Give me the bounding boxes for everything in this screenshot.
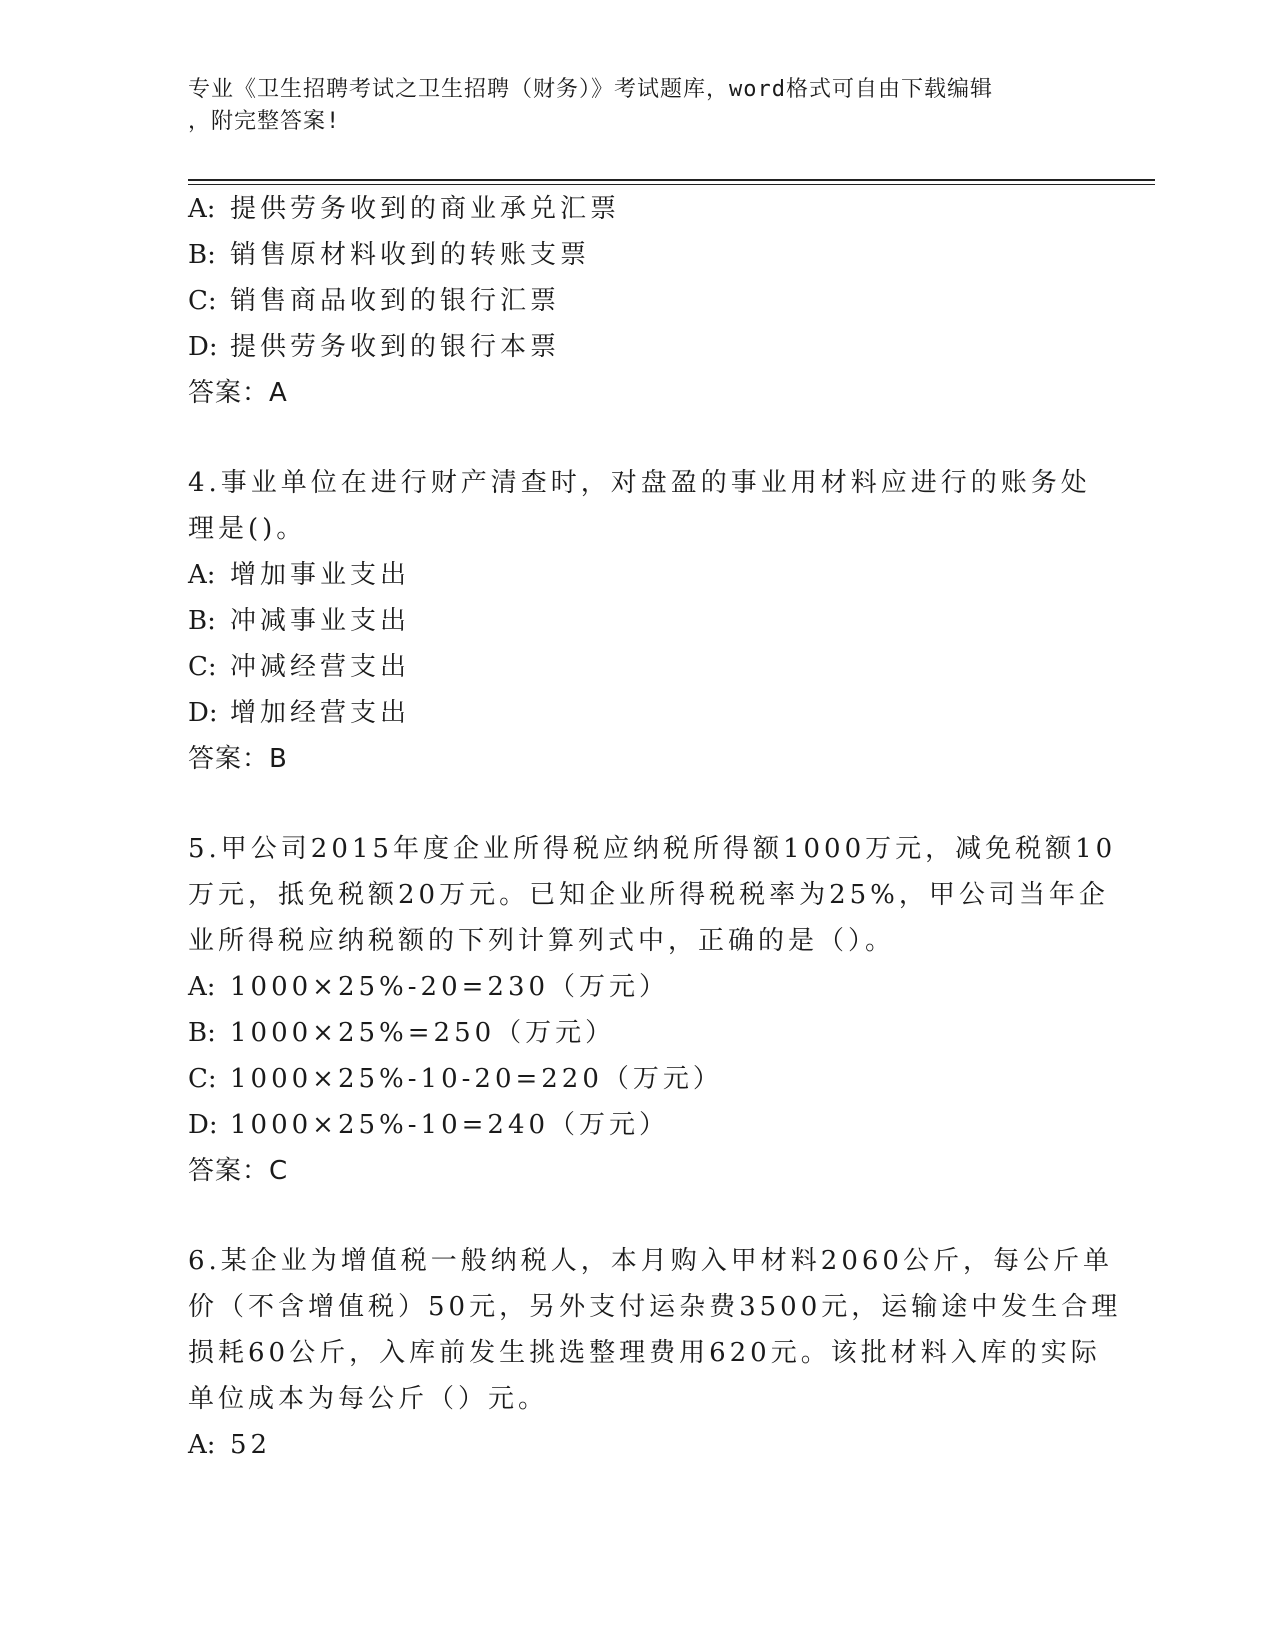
- question-6: [188, 1238, 1122, 1468]
- option-c: C: 冲减经营支出: [188, 652, 411, 682]
- question-text-line: 理是()。: [188, 514, 307, 544]
- answer-line: 答案：C: [188, 1156, 289, 1186]
- option-c: C: 销售商品收到的银行汇票: [188, 286, 561, 316]
- option-d: D: 提供劳务收到的银行本票: [188, 332, 561, 362]
- document-header: [188, 74, 1068, 138]
- question-text-line: 损耗60公斤，入库前发生挑选整理费用620元。该批材料入库的实际: [188, 1338, 1101, 1368]
- option-a: A: 52: [188, 1430, 272, 1460]
- question-text-line: 价（不含增值税）50元，另外支付运杂费3500元，运输途中发生合理: [188, 1292, 1122, 1322]
- question-text-line: 5.甲公司2015年度企业所得税应纳税所得额1000万元，减免税额10: [188, 834, 1117, 864]
- option-d: D: 增加经营支出: [188, 698, 411, 728]
- option-d: D: 1000×25%-10=240（万元）: [188, 1110, 670, 1140]
- header-rule-thin: [188, 184, 1155, 185]
- header-line-2: ，附完整答案!: [188, 109, 341, 134]
- question-text-line: 4.事业单位在进行财产清查时，对盘盈的事业用材料应进行的账务处: [188, 468, 1091, 498]
- question-5: [188, 826, 1117, 1194]
- header-line-1: 专业《卫生招聘考试之卫生招聘（财务）》考试题库，word格式可自由下载编辑: [188, 77, 993, 102]
- option-a: A: 增加事业支出: [188, 560, 411, 590]
- option-b: B: 冲减事业支出: [188, 606, 411, 636]
- answer-line: 答案：A: [188, 378, 288, 408]
- question-text-line: 单位成本为每公斤（）元。: [188, 1384, 549, 1414]
- option-b: B: 销售原材料收到的转账支票: [188, 240, 591, 270]
- option-a: A: 1000×25%-20=230（万元）: [188, 972, 670, 1002]
- question-text-line: 万元，抵免税额20万元。已知企业所得税税率为25%，甲公司当年企: [188, 880, 1109, 910]
- header-rule-thick: [188, 179, 1155, 181]
- question-text-line: 6.某企业为增值税一般纳税人，本月购入甲材料2060公斤，每公斤单: [188, 1246, 1113, 1276]
- option-a: A: 提供劳务收到的商业承兑汇票: [188, 194, 621, 224]
- answer-line: 答案：B: [188, 744, 288, 774]
- option-b: B: 1000×25%=250（万元）: [188, 1018, 616, 1048]
- question-content: [188, 186, 1122, 1468]
- question-4: [188, 460, 1091, 782]
- question-text-line: 业所得税应纳税额的下列计算列式中，正确的是（）。: [188, 926, 896, 956]
- option-c: C: 1000×25%-10-20=220（万元）: [188, 1064, 723, 1094]
- question-3: [188, 186, 1088, 416]
